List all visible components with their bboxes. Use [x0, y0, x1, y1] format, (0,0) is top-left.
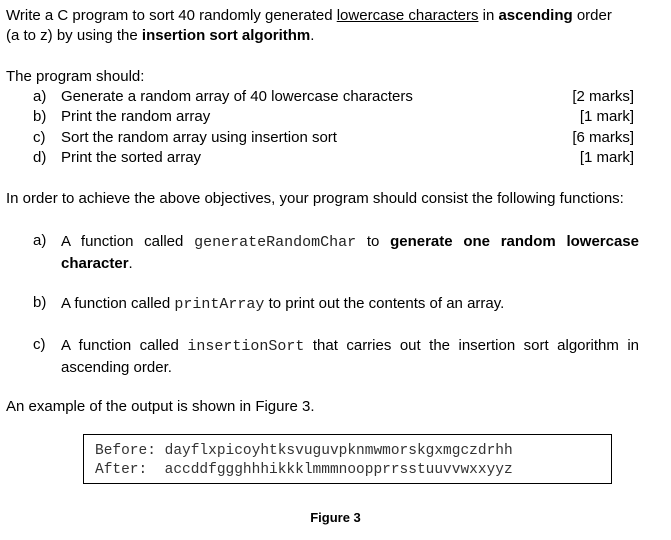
figure-caption: Figure 3	[310, 510, 361, 525]
function-label: b)	[33, 294, 47, 311]
section-title: The program should:	[6, 68, 145, 85]
intro-text: .	[310, 27, 315, 44]
item-label: a)	[33, 88, 47, 105]
objectives-text: In order to achieve the above objectives, your program should consist the following functions:	[6, 190, 624, 207]
function-text: to print out the contents of an array.	[264, 295, 505, 312]
item-text: Print the random array	[61, 108, 211, 125]
bold-term: insertion sort algorithm	[141, 27, 311, 44]
item-label: c)	[33, 129, 46, 146]
function-label: a)	[33, 232, 47, 249]
function-bold: generate one random lowercase character	[61, 233, 639, 272]
function-text: to	[356, 233, 391, 250]
intro-text: order	[572, 7, 612, 24]
output-before-line: Before: dayflxpicoyhtksvuguvpknmwmorskgxmgczdrhh	[95, 443, 513, 459]
bold-term: ascending	[498, 7, 573, 24]
function-description	[61, 231, 639, 274]
intro-line-1	[6, 6, 612, 26]
function-code: printArray	[174, 296, 265, 313]
function-code: insertionSort	[187, 338, 305, 355]
underlined-term: lowercase characters	[336, 7, 479, 24]
item-label: b)	[33, 108, 47, 125]
item-label: d)	[33, 149, 47, 166]
item-text: Print the sorted array	[61, 149, 202, 166]
item-text: Generate a random array of 40 lowercase characters	[61, 88, 413, 105]
example-text: An example of the output is shown in Figure 3.	[6, 398, 315, 415]
function-text: .	[128, 255, 133, 272]
intro-text: Write a C program to sort 40 randomly generated	[6, 7, 337, 24]
item-text: Sort the random array using insertion sort	[61, 129, 337, 146]
function-text: A function called	[61, 337, 188, 354]
intro-text: in	[478, 7, 499, 24]
function-label: c)	[33, 336, 46, 353]
intro-text: (a to z) by using the	[6, 27, 142, 44]
output-after-line: After: accddfggghhhikkklmmmnoopprrsstuuvvwxxyyz	[95, 462, 513, 478]
item-marks: [1 mark]	[579, 108, 634, 125]
intro-line-2	[6, 26, 314, 46]
output-box	[83, 434, 612, 484]
function-description	[61, 335, 639, 378]
function-text: that carries out the insertion sort algorithm in ascending order.	[61, 337, 639, 376]
function-text: A function called	[61, 233, 195, 250]
function-code: generateRandomChar	[194, 234, 357, 251]
item-marks: [6 marks]	[572, 129, 634, 146]
item-marks: [1 mark]	[579, 149, 634, 166]
item-marks: [2 marks]	[572, 88, 634, 105]
function-text: A function called	[61, 295, 175, 312]
function-description	[61, 293, 639, 315]
